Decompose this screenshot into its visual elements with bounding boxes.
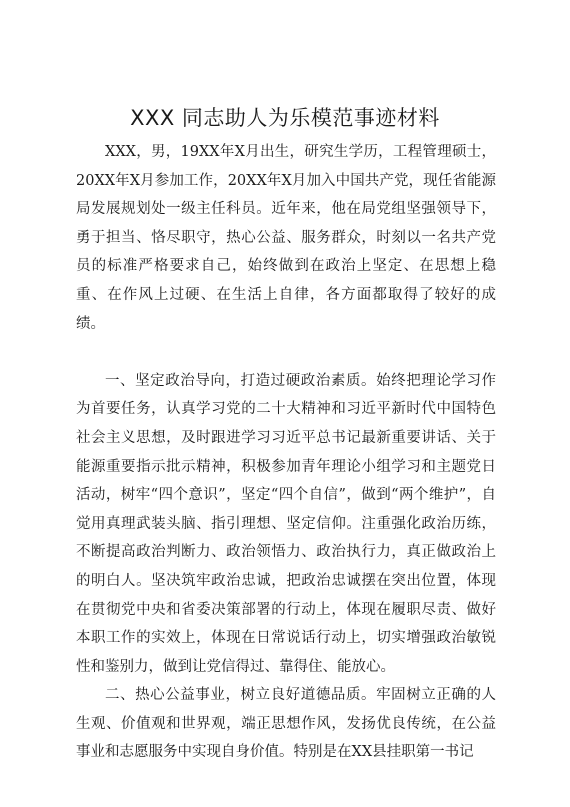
document-body [76,138,496,767]
paragraph-public-welfare: 二、热心公益事业，树立良好道德品质。牢固树立正确的人生观、价值观和世界观，端正思想作风，发扬优良传统，在公益事业和志愿服务中实现自身价值。特别是在XX县挂职第一书记 [76,687,496,761]
paragraph-political: 一、坚定政治导向，打造过硬政治素质。始终把理论学习作为首要任务，认真学习党的二十大精神和习近平新时代中国特色社会主义思想，及时跟进学习习近平总书记最新重要讲话、关于能源重要指示批示精神，积极参加青年理论小组学习和主题党日活动，树牢“四个意识”，坚定“四个自信”，做到“两个维护”，自觉用真理武装头脑、指引理想、坚定信仰。注重强化政治历练，不断提高政治判断力、政治领悟力、政治执行力，真正做政治上的明白人。坚决筑牢政治忠诚，把政治忠诚摆在突出位置，体现在贯彻党中央和省委决策部署的行动上，体现在履职尽责、做好本职工作的实效上，体现在日常说话行动上，切实增强政治敏锐性和鉴别力，做到让党信得过、靠得住、能放心。 [76,372,496,675]
paragraph-intro: XXX，男，19XX年X月出生，研究生学历，工程管理硕士，20XX年X月参加工作，20XX年X月加入中国共产党，现任省能源局发展规划处一级主任科员。近年来，他在局党组坚强领导下，勇于担当、恪尽职守，热心公益、服务群众，时刻以一名共产党员的标准严格要求自己，始终做到在政治上坚定、在思想上稳重、在作风上过硬、在生活上自律，各方面都取得了较好的成绩。 [76,144,496,332]
document-title: XXX 同志助人为乐模范事迹材料 [130,106,440,130]
paragraph-spacer [76,338,496,367]
